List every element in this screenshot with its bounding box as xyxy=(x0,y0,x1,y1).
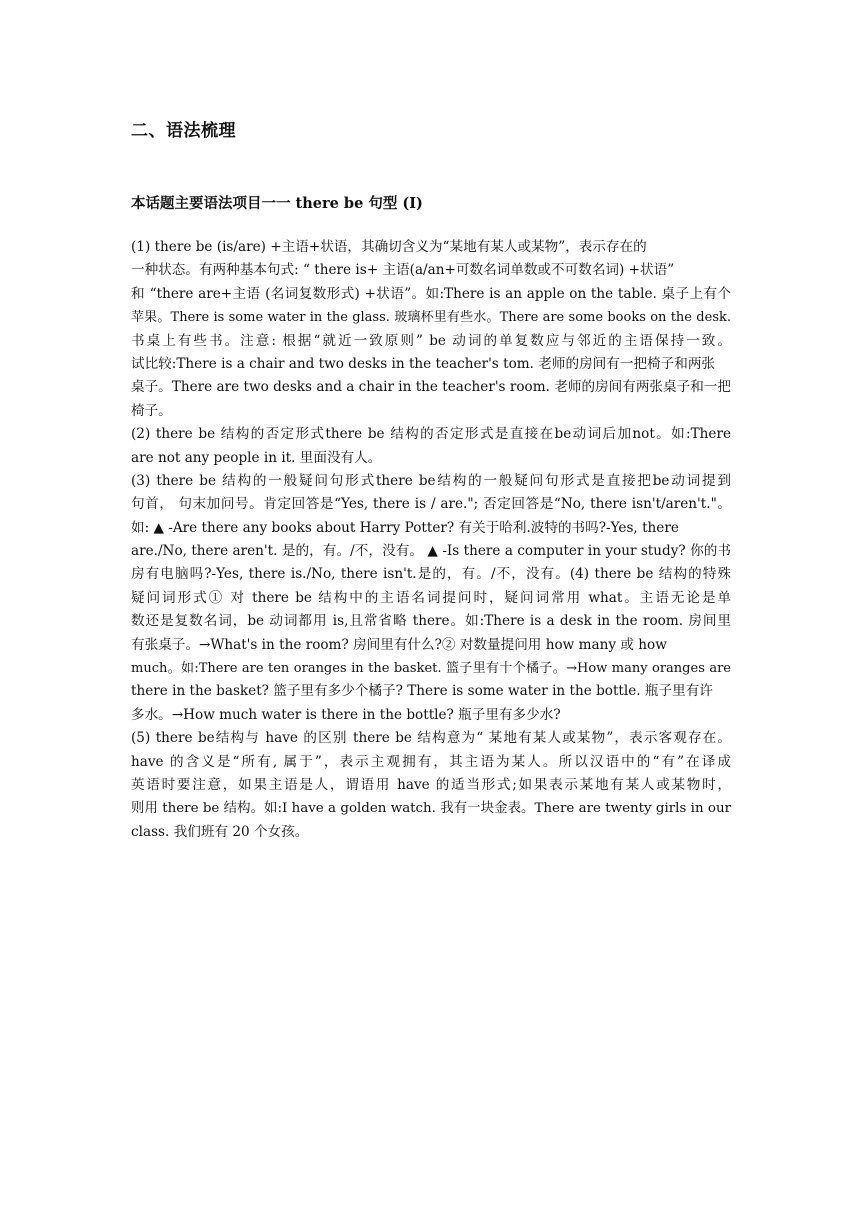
body-text xyxy=(131,236,731,844)
text-line: 数还是复数名词，be 动词都用 is,且常省略 there。如:There is a desk in the room. 房间里 xyxy=(131,613,731,630)
text-line: (5) there be结构与 have 的区别 there be 结构意为“ 某地有某人或某物”，表示客观存在。 xyxy=(131,730,731,747)
text-line: (1) there be (is/are) +主语+状语，其确切含义为“某地有某人或某物”，表示存在的 xyxy=(131,239,647,255)
text-line: 英语时要注意，如果主语是人，谓语用 have 的适当形式;如果表示某地有某人或某物时， xyxy=(131,776,731,793)
topic-heading: 本话题主要语法项目一一 there be 句型 (I) xyxy=(131,195,423,212)
text-line: 椅子。 xyxy=(131,402,172,419)
text-line: are not any people in it. 里面没有人。 xyxy=(131,449,382,466)
text-line: there in the basket? 篮子里有多少个橘子? There is some water in the bottle. 瓶子里有许 xyxy=(131,683,713,700)
text-line: 和 “there are+主语 (名词复数形式) +状语”。如:There is an apple on the table. 桌子上有个 xyxy=(131,285,731,302)
text-line: class. 我们班有 20 个女孩。 xyxy=(131,823,309,840)
text-line: 桌子。There are two desks and a chair in the teacher's room. 老师的房间有两张桌子和一把 xyxy=(131,379,731,396)
text-line: 句首， 句末加问号。肯定回答是“Yes, there is / are."; 否定回答是“No, there isn't/aren't."。 xyxy=(131,496,731,513)
text-line: have 的含义是“所有, 属于”，表示主观拥有，其主语为某人。所以汉语中的“有”在译成 xyxy=(131,753,731,770)
section-heading: 二、语法梳理 xyxy=(131,121,236,141)
text-line: 苹果。There is some water in the glass. 玻璃杯里有些水。There are some books on the desk. xyxy=(131,310,731,326)
text-line: much。如:There are ten oranges in the basket. 篮子里有十个橘子。→How many oranges are xyxy=(131,661,731,677)
text-line: are./No, there aren't. 是的，有。/不，没有。 ▲ -Is there a computer in your study? 你的书 xyxy=(131,543,731,560)
text-line: 试比较:There is a chair and two desks in the teacher's tom. 老师的房间有一把椅子和两张 xyxy=(131,355,716,372)
text-line: 如: ▲ -Are there any books about Harry Potter? 有关于哈利.波特的书吗?-Yes, there xyxy=(131,519,679,536)
text-line: 书桌上有些书。注意: 根据“就近一致原则” be 动词的单复数应与邻近的主语保持一致。 xyxy=(131,332,731,349)
text-line: 有张桌子。→What's in the room? 房间里有什么?② 对数量提问用 how many 或 how xyxy=(131,636,667,653)
text-line: 房有电脑吗?-Yes, there is./No, there isn't.是的，有。/不，没有。(4) there be 结构的特殊 xyxy=(131,566,731,583)
text-line: (3) there be 结构的一般疑问句形式there be结构的一般疑问句形式是直接把be动词提到 xyxy=(131,472,731,489)
text-line: 多水。→How much water is there in the bottle? 瓶子里有多少水? xyxy=(131,706,561,723)
text-line: 则用 there be 结构。如:I have a golden watch. 我有一块金表。There are twenty girls in our xyxy=(131,801,731,817)
text-line: 疑问词形式① 对 there be 结构中的主语名词提问时，疑问词常用 what。主语无论是单 xyxy=(131,589,731,606)
text-line: (2) there be 结构的否定形式there be 结构的否定形式是直接在be动词后加not。如:There xyxy=(131,426,731,443)
text-line: 一种状态。有两种基本句式: “ there is+ 主语(a/an+可数名词单数或不可数名词) +状语” xyxy=(131,262,675,279)
